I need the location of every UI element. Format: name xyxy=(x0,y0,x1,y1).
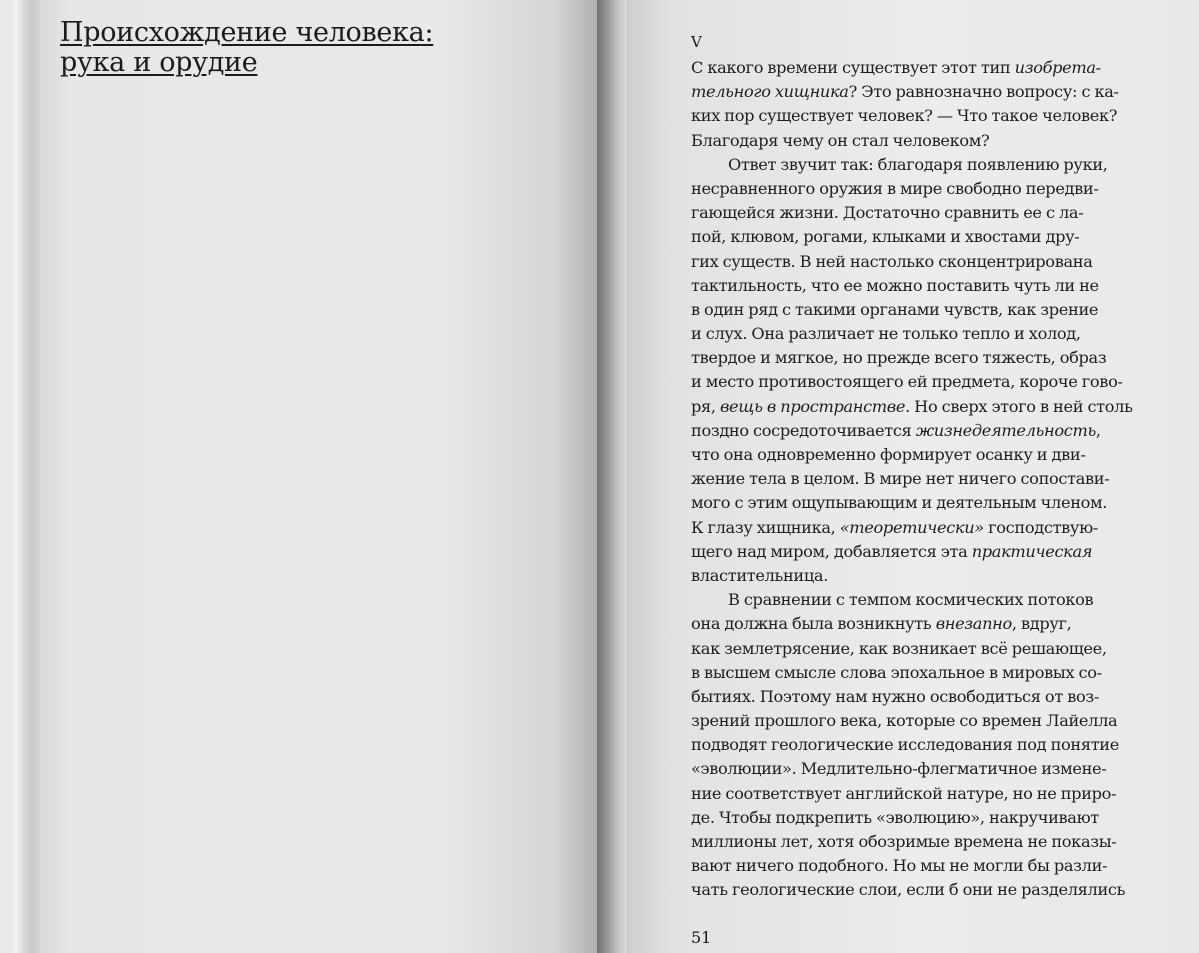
text-segment: К глазу хищника, xyxy=(691,517,840,537)
text-segment: ние соответствует английской натуре, но не приро- xyxy=(691,783,1117,803)
text-line xyxy=(691,467,1151,491)
text-segment: пой, клювом, рогами, клыками и хвостами дру- xyxy=(691,227,1080,247)
text-segment: вают ничего подобного. Но мы не могли бы разли- xyxy=(691,856,1108,876)
chapter-title-line-2: рука и орудие xyxy=(60,47,258,78)
text-line xyxy=(691,516,1151,540)
text-segment: С какого времени существует этот тип xyxy=(691,58,1015,77)
italic-text: внезапно xyxy=(935,614,1012,634)
text-segment: «эволюции». Медлительно-флегматичное измене- xyxy=(691,759,1107,779)
text-line xyxy=(691,201,1151,225)
text-segment: Ответ звучит так: благодаря появлению руки, xyxy=(728,154,1108,174)
text-segment: в высшем смысле слова эпохальное в мировых со- xyxy=(691,662,1102,682)
text-segment: мого с этим ощупывающим и деятельным членом. xyxy=(691,493,1108,513)
text-segment: гающейся жизни. Достаточно сравнить ее с ла- xyxy=(691,203,1084,223)
text-line xyxy=(691,491,1151,515)
text-segment: как землетрясение, как возникает всё решающее, xyxy=(691,638,1107,658)
chapter-title-line-1: Происхождение человека: xyxy=(60,17,434,48)
text-line xyxy=(691,129,1151,153)
text-segment: де. Чтобы подкрепить «эволюцию», накручивают xyxy=(691,807,1099,827)
text-segment: ? Это равнозначно вопросу: с ка- xyxy=(848,82,1119,102)
text-line xyxy=(691,709,1151,733)
text-segment: и слух. Она различает не только тепло и холод, xyxy=(691,324,1081,344)
page-number: 51 xyxy=(691,928,712,947)
text-line xyxy=(691,661,1151,685)
body-text xyxy=(691,56,1151,903)
text-segment: щего над миром, добавляется эта xyxy=(691,541,972,561)
text-segment: миллионы лет, хотя обозримые времена не показы- xyxy=(691,832,1117,851)
text-line xyxy=(691,782,1151,806)
text-line xyxy=(691,685,1151,709)
text-segment: властительница. xyxy=(691,565,829,585)
italic-text: тельного хищника xyxy=(691,82,849,102)
text-line xyxy=(691,540,1151,564)
text-segment: тактильность, что ее можно поставить чуть ли не xyxy=(691,275,1099,295)
text-segment: ря, xyxy=(691,396,720,416)
text-line xyxy=(691,177,1151,201)
text-segment: жение тела в целом. В мире нет ничего сопостави- xyxy=(691,469,1110,489)
left-page xyxy=(14,0,611,953)
text-line xyxy=(691,104,1151,128)
text-line xyxy=(691,806,1151,830)
text-segment: ких пор существует человек? — Что такое человек? xyxy=(691,106,1118,126)
text-line xyxy=(691,733,1151,757)
text-segment: твердое и мягкое, но прежде всего тяжесть, образ xyxy=(691,348,1107,368)
text-segment: она должна была возникнуть xyxy=(691,614,936,634)
text-line xyxy=(691,298,1151,322)
text-line xyxy=(691,274,1151,298)
text-segment: бытиях. Поэтому нам нужно освободиться от воз- xyxy=(691,686,1099,706)
italic-text: жизнедеятельность xyxy=(915,420,1096,440)
text-line xyxy=(691,443,1151,467)
left-page-edge xyxy=(14,0,40,953)
text-segment: чать геологические слои, если б они не разделялись xyxy=(691,880,1126,900)
chapter-title xyxy=(60,18,480,78)
text-line xyxy=(691,757,1151,781)
text-line xyxy=(691,612,1151,636)
text-segment: несравненного оружия в мире свободно передви- xyxy=(691,178,1099,198)
text-line xyxy=(691,225,1151,249)
text-segment: , вдруг, xyxy=(1011,614,1072,634)
book-gutter xyxy=(597,0,627,953)
italic-text: изобрета- xyxy=(1014,58,1101,77)
section-number: V xyxy=(691,33,702,51)
text-segment: что она одновременно формирует осанку и дви- xyxy=(691,445,1086,464)
text-line xyxy=(691,878,1151,902)
text-segment: подводят геологические исследования под понятие xyxy=(691,735,1119,755)
text-line xyxy=(691,564,1151,588)
text-segment: и место противостоящего ей предмета, короче гово- xyxy=(691,372,1123,392)
italic-text: вещь в пространстве xyxy=(719,396,906,416)
text-line xyxy=(691,322,1151,346)
text-line xyxy=(691,370,1151,394)
text-segment: господствую- xyxy=(983,517,1098,537)
text-line xyxy=(691,153,1151,177)
text-segment: поздно сосредоточивается xyxy=(691,420,916,440)
text-line xyxy=(691,419,1151,443)
text-line xyxy=(691,854,1151,878)
text-segment: гих существ. В ней настолько сконцентрирована xyxy=(691,251,1093,271)
text-line xyxy=(691,346,1151,370)
text-line xyxy=(691,637,1151,661)
text-segment: зрений прошлого века, которые со времен Лайелла xyxy=(691,711,1118,731)
italic-text: практическая xyxy=(971,541,1093,561)
text-line xyxy=(691,250,1151,274)
text-line xyxy=(691,80,1151,104)
text-line xyxy=(691,56,1151,80)
text-line xyxy=(691,588,1151,612)
text-segment: , xyxy=(1095,420,1101,440)
text-segment: Благодаря чему он стал человеком? xyxy=(691,130,990,150)
text-segment: в один ряд с такими органами чувств, как зрение xyxy=(691,299,1099,319)
text-line xyxy=(691,830,1151,854)
italic-text: «теоретически» xyxy=(839,517,984,537)
text-segment: . Но сверх этого в ней столь xyxy=(905,396,1133,416)
text-segment: В сравнении с темпом космических потоков xyxy=(728,590,1094,610)
text-line xyxy=(691,395,1151,419)
